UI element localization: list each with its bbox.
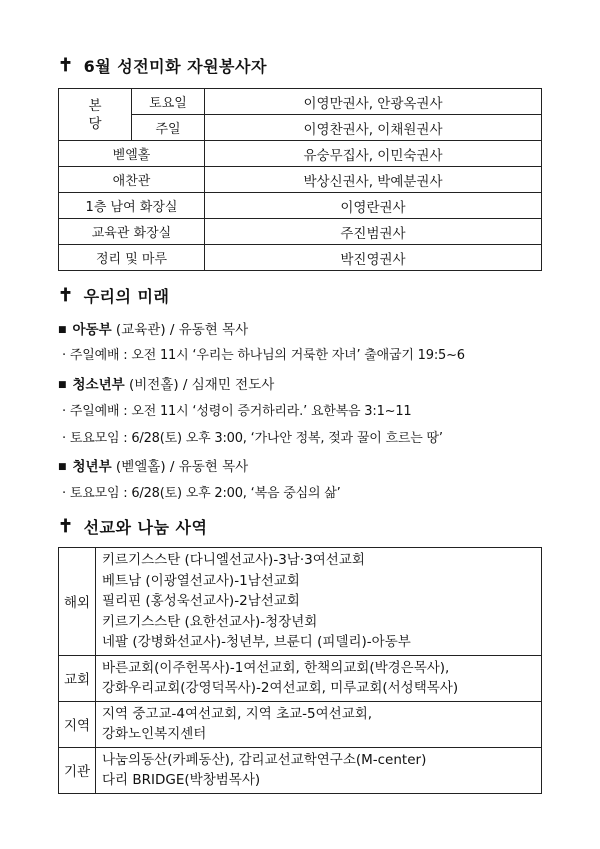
group-detail: (벧엘홀) / 유동현 목사	[111, 459, 249, 475]
volunteers-heading	[58, 54, 267, 77]
group-item: · 주일예배 : 오전 11시 ‘우리는 하나님의 거룩한 자녀’ 출애굽기 19:5~6	[62, 348, 465, 363]
table-row	[59, 219, 542, 245]
group-item: · 토요모임 : 6/28(토) 오후 2:00, ‘복음 중심의 삶’	[62, 486, 341, 501]
mission-line: 지역 중고교-4여선교회, 지역 초교-5여선교회,	[102, 705, 373, 722]
row-label: 주일	[132, 115, 205, 141]
row-names: 이영만권사, 안광옥권사	[205, 89, 542, 115]
group-name: 청소년부	[72, 377, 125, 393]
row-names: 유숭무집사, 이민숙권사	[205, 141, 542, 167]
group-youth	[58, 373, 274, 393]
row-label: 애찬관	[59, 167, 205, 193]
future-heading	[58, 284, 169, 307]
cross-icon: ✝	[58, 516, 74, 537]
cross-icon: ✝	[58, 285, 74, 306]
row-names: 이영란권사	[205, 193, 542, 219]
table-row	[59, 115, 542, 141]
table-row	[59, 89, 542, 115]
row-label: 교육관 화장실	[59, 219, 205, 245]
table-row	[59, 655, 542, 701]
mission-line: 필리핀 (홍성욱선교사)-2남선교회	[102, 593, 300, 609]
mission-heading-text: 선교와 나눔 사역	[83, 518, 208, 537]
table-row	[59, 548, 542, 656]
mission-category: 지역	[59, 701, 96, 747]
table-row	[59, 245, 542, 271]
row-names: 이영찬권사, 이채원권사	[205, 115, 542, 141]
row-label: 정리 및 마루	[59, 245, 205, 271]
volunteers-table	[58, 88, 542, 271]
mission-line: 키르기스스탄 (요한선교사)-청장년회	[102, 613, 318, 630]
row-label: 1층 남여 화장실	[59, 193, 205, 219]
group-young-adults	[58, 455, 248, 475]
table-row	[59, 167, 542, 193]
row-names: 주진범권사	[205, 219, 542, 245]
table-row	[59, 193, 542, 219]
mission-category: 해외	[59, 548, 96, 656]
mission-line: 강화우리교회(강영덕목사)-2여선교회, 미루교회(서성택목사)	[102, 680, 459, 696]
mission-lines	[96, 747, 542, 793]
mission-line: 네팔 (강병화선교사)-청년부, 브룬디 (피델리)-아동부	[102, 634, 411, 650]
main-hall-label: 본 당	[59, 89, 132, 141]
square-bullet-icon: ■	[58, 325, 67, 335]
mission-line: 다리 BRIDGE(박창범목사)	[102, 772, 261, 788]
group-detail: (비전홀) / 심재민 전도사	[124, 377, 275, 393]
mission-line: 바른교회(이주헌목사)-1여선교회, 한책의교회(박경은목사),	[102, 659, 450, 676]
mission-line: 베트남 (이광열선교사)-1남선교회	[102, 572, 300, 589]
row-names: 박진영권사	[205, 245, 542, 271]
mission-category: 교회	[59, 655, 96, 701]
mission-lines	[96, 655, 542, 701]
square-bullet-icon: ■	[58, 380, 67, 390]
mission-line: 강화노인복지센터	[102, 726, 207, 742]
mission-heading	[58, 515, 207, 538]
group-name: 청년부	[72, 459, 112, 475]
group-item: · 주일예배 : 오전 11시 ‘성령이 증거하리라.’ 요한복음 3:1~11	[62, 404, 412, 419]
square-bullet-icon: ■	[58, 462, 67, 472]
group-detail: (교육관) / 유동현 목사	[111, 322, 249, 338]
cross-icon: ✝	[58, 55, 74, 76]
row-names: 박상신권사, 박예분권사	[205, 167, 542, 193]
mission-lines	[96, 548, 542, 656]
mission-lines	[96, 701, 542, 747]
mission-category: 기관	[59, 747, 96, 793]
row-label: 토요일	[132, 89, 205, 115]
group-item: · 토요모임 : 6/28(토) 오후 3:00, ‘가나안 정복, 젖과 꿀이 흐르는 땅’	[62, 431, 443, 446]
mission-line: 키르기스스탄 (다니엘선교사)-3남·3여선교회	[102, 552, 365, 568]
table-row	[59, 747, 542, 793]
future-heading-text: 우리의 미래	[83, 287, 170, 306]
table-row	[59, 141, 542, 167]
group-children	[58, 318, 248, 338]
group-name: 아동부	[72, 322, 112, 338]
mission-line: 나눔의동산(카페동산), 감리교선교학연구소(M-center)	[102, 751, 427, 768]
mission-table	[58, 547, 542, 794]
row-label: 벧엘홀	[59, 141, 205, 167]
volunteers-heading-text: 6월 성전미화 자원봉사자	[83, 57, 267, 76]
table-row	[59, 701, 542, 747]
